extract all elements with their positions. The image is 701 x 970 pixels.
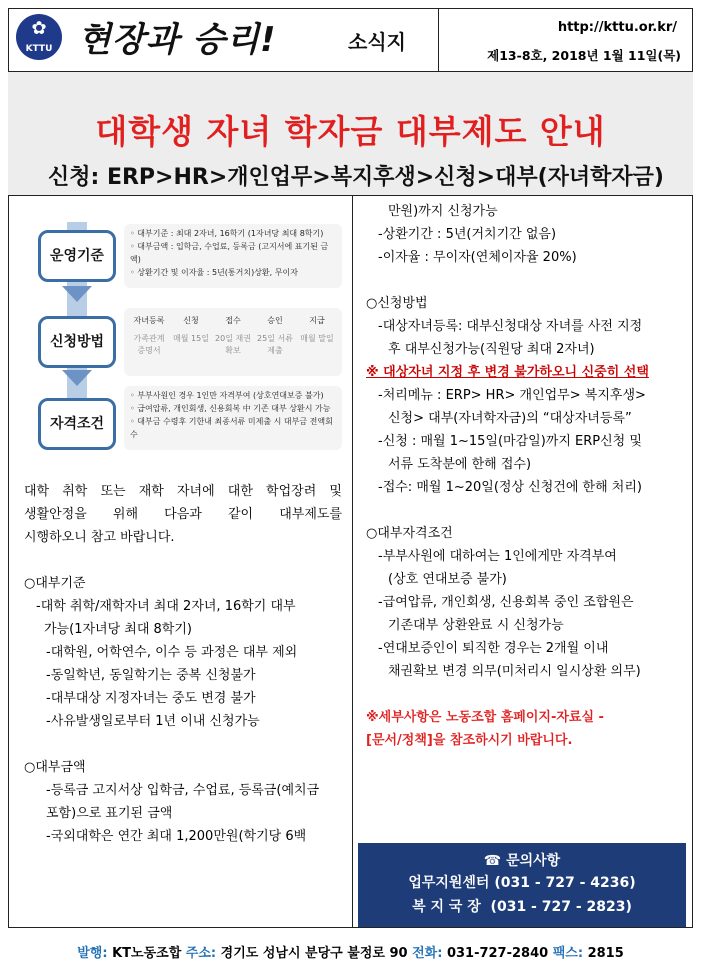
- intro-line: 대학 취학 또는 재학 자녀에 대한 학업장려 및: [24, 484, 342, 499]
- list-item: -사유발생일로부터 1년 이내 신청가능: [46, 714, 260, 729]
- apply-path: 신청: ERP>HR>개인업무>복지후생>신청>대부(자녀학자금): [48, 165, 664, 190]
- panel-line: ◦ 대부기준 : 최대 2자녀, 16학기 (1자녀당 최대 8학기): [130, 229, 324, 238]
- footer: [0, 942, 701, 961]
- list-item: 후 대부신청가능(직원당 최대 2자녀): [388, 342, 595, 357]
- contact-line-welfare: 복 지 국 장 (031 - 727 - 2823): [412, 899, 632, 915]
- right-column: [366, 200, 682, 752]
- flow-step: 지급: [309, 316, 325, 325]
- panel-line: ◦ 대부금 수령후 기한내 최종서류 미제출 시 대부금 전액회수: [130, 417, 333, 439]
- list-item: -부부사원에 대하여는 1인에게만 자격부여: [378, 549, 617, 564]
- list-item: -신청 : 매월 1~15일(마감일)까지 ERP신청 및: [378, 434, 642, 449]
- kttu-logo: [16, 14, 62, 60]
- banner: [8, 72, 693, 196]
- panel-eligibility: [124, 386, 342, 450]
- page-title: 대학생 자녀 학자금 대부제도 안내: [95, 112, 606, 151]
- list-item: 신청> 대부(자녀학자금)의 “대상자녀등록”: [388, 411, 632, 426]
- list-item: -국외대학은 연간 최대 1,200만원(학기당 6백: [46, 829, 307, 844]
- panel-line: ◦ 급여압류, 개인회생, 신용회복 中 기존 대부 상환시 가능: [130, 404, 331, 413]
- header-divider: [438, 8, 439, 72]
- contact-heading: ☎ 문의사항: [483, 853, 561, 869]
- list-item: -대학 취학/재학자녀 최대 2자녀, 16학기 대부: [36, 599, 296, 614]
- flow-step: 접수: [225, 316, 241, 325]
- contact-line-support: 업무지원센터 (031 - 727 - 4236): [408, 875, 636, 891]
- list-item: -접수: 매월 1~20일(정상 신청건에 한해 처리): [378, 480, 642, 495]
- flow-detail: 매월 15일: [173, 334, 209, 343]
- list-item: -대학원, 어학연수, 이수 등 과정은 대부 제외: [46, 645, 298, 660]
- flow-detail: 20일 재권확보: [215, 334, 251, 355]
- newsletter-title: 현장과 승리!: [78, 20, 277, 60]
- list-item: -등록금 고지서상 입학금, 수업료, 등록금(예치금: [46, 783, 320, 798]
- note-line: ※세부사항은 노동조합 홈페이지-자료실 -: [366, 710, 604, 725]
- column-divider: [352, 196, 353, 928]
- flow-detail: 25일 서류제출: [257, 334, 293, 355]
- step-operation-criteria: 운영기준: [38, 230, 116, 282]
- list-item: -대상자녀등록: 대부신청대상 자녀를 사전 지정: [378, 319, 643, 334]
- process-diagram: [24, 202, 344, 470]
- section-title-application: ○신청방법: [366, 296, 428, 311]
- flow-detail: 가족관계 증명서: [133, 334, 165, 355]
- list-item: 가능(1자녀당 최대 8학기): [44, 622, 192, 637]
- flow-detail: 매월 말일: [300, 334, 334, 343]
- publisher: KT노동조합: [112, 946, 182, 961]
- logo-text: KTTU: [25, 44, 53, 54]
- left-column: [24, 480, 342, 848]
- panel-line: ◦ 대부금액 : 입학금, 수업료, 등록금 (고지서에 표기된 금액): [130, 242, 329, 264]
- fax: 2815: [587, 946, 624, 961]
- footer-label: 발행:: [77, 946, 108, 961]
- flow-details: [130, 333, 336, 357]
- site-url[interactable]: http://kttu.or.kr/: [557, 20, 677, 35]
- newsletter-subtitle: 소식지: [348, 30, 406, 54]
- list-item: -동일학년, 동일학기는 중복 신청불가: [46, 668, 256, 683]
- section-title-loan-criteria: ○대부기준: [24, 576, 86, 591]
- step-eligibility: 자격조건: [38, 398, 116, 450]
- flow-step: 신청: [183, 316, 199, 325]
- section-title-loan-amount: ○대부금액: [24, 760, 86, 775]
- footer-label: 주소:: [185, 946, 217, 961]
- list-item: -상환기간 : 5년(거치기간 없음): [378, 227, 557, 242]
- section-title-eligibility: ○대부자격조건: [366, 526, 453, 541]
- flow-step: 승인: [267, 316, 283, 325]
- list-item: 채권확보 변경 의무(미처리시 일시상환 의무): [388, 664, 641, 679]
- warning-text: ※ 대상자녀 지정 후 변경 불가하오니 신중히 선택: [366, 365, 649, 380]
- intro-line: 생활안정을 위해 다음과 같이 대부제도를: [24, 507, 342, 522]
- list-item: 서류 도착분에 한해 접수): [388, 457, 532, 472]
- list-item: -급여압류, 개인회생, 신용회복 중인 조합원은: [378, 595, 634, 610]
- list-item: (상호 연대보증 불가): [388, 572, 507, 587]
- list-item: -이자율 : 무이자(연체이자율 20%): [378, 250, 577, 265]
- list-item: -연대보증인이 퇴직한 경우는 2개월 이내: [378, 641, 609, 656]
- panel-line: ◦ 상환기간 및 이자율 : 5년(통거치)상환, 무이자: [130, 268, 298, 277]
- issue-info: 제13-8호, 2018년 1월 11일(목): [487, 48, 681, 63]
- intro-line: 시행하오니 참고 바랍니다.: [24, 530, 175, 545]
- address: 경기도 성남시 분당구 불정로 90: [220, 946, 408, 961]
- panel-line: ◦ 부부사원인 경우 1인만 자격부여 (상호연대보증 불가): [130, 391, 324, 400]
- flow-steps: [130, 315, 336, 327]
- step-application-method: 신청방법: [38, 316, 116, 368]
- note-line[interactable]: [문서/정책]을 참조하시기 바랍니다.: [366, 733, 573, 748]
- flower-icon: ✿: [31, 18, 47, 39]
- list-item: 만원)까지 신청가능: [388, 204, 498, 219]
- list-item: 기존대부 상환완료 시 신청가능: [388, 618, 564, 633]
- list-item: 포함)으로 표기된 금액: [46, 806, 173, 821]
- flow-step: 자녀등록: [133, 316, 165, 325]
- panel-application-method: [124, 308, 342, 376]
- list-item: -대부대상 지정자녀는 중도 변경 불가: [46, 691, 256, 706]
- contact-box: [358, 843, 686, 927]
- list-item: -처리메뉴 : ERP> HR> 개인업무> 복지후생>: [378, 388, 646, 403]
- panel-operation-criteria: [124, 224, 342, 288]
- footer-label: 팩스:: [552, 946, 584, 961]
- footer-label: 전화:: [412, 946, 443, 961]
- phone: 031-727-2840: [446, 946, 549, 961]
